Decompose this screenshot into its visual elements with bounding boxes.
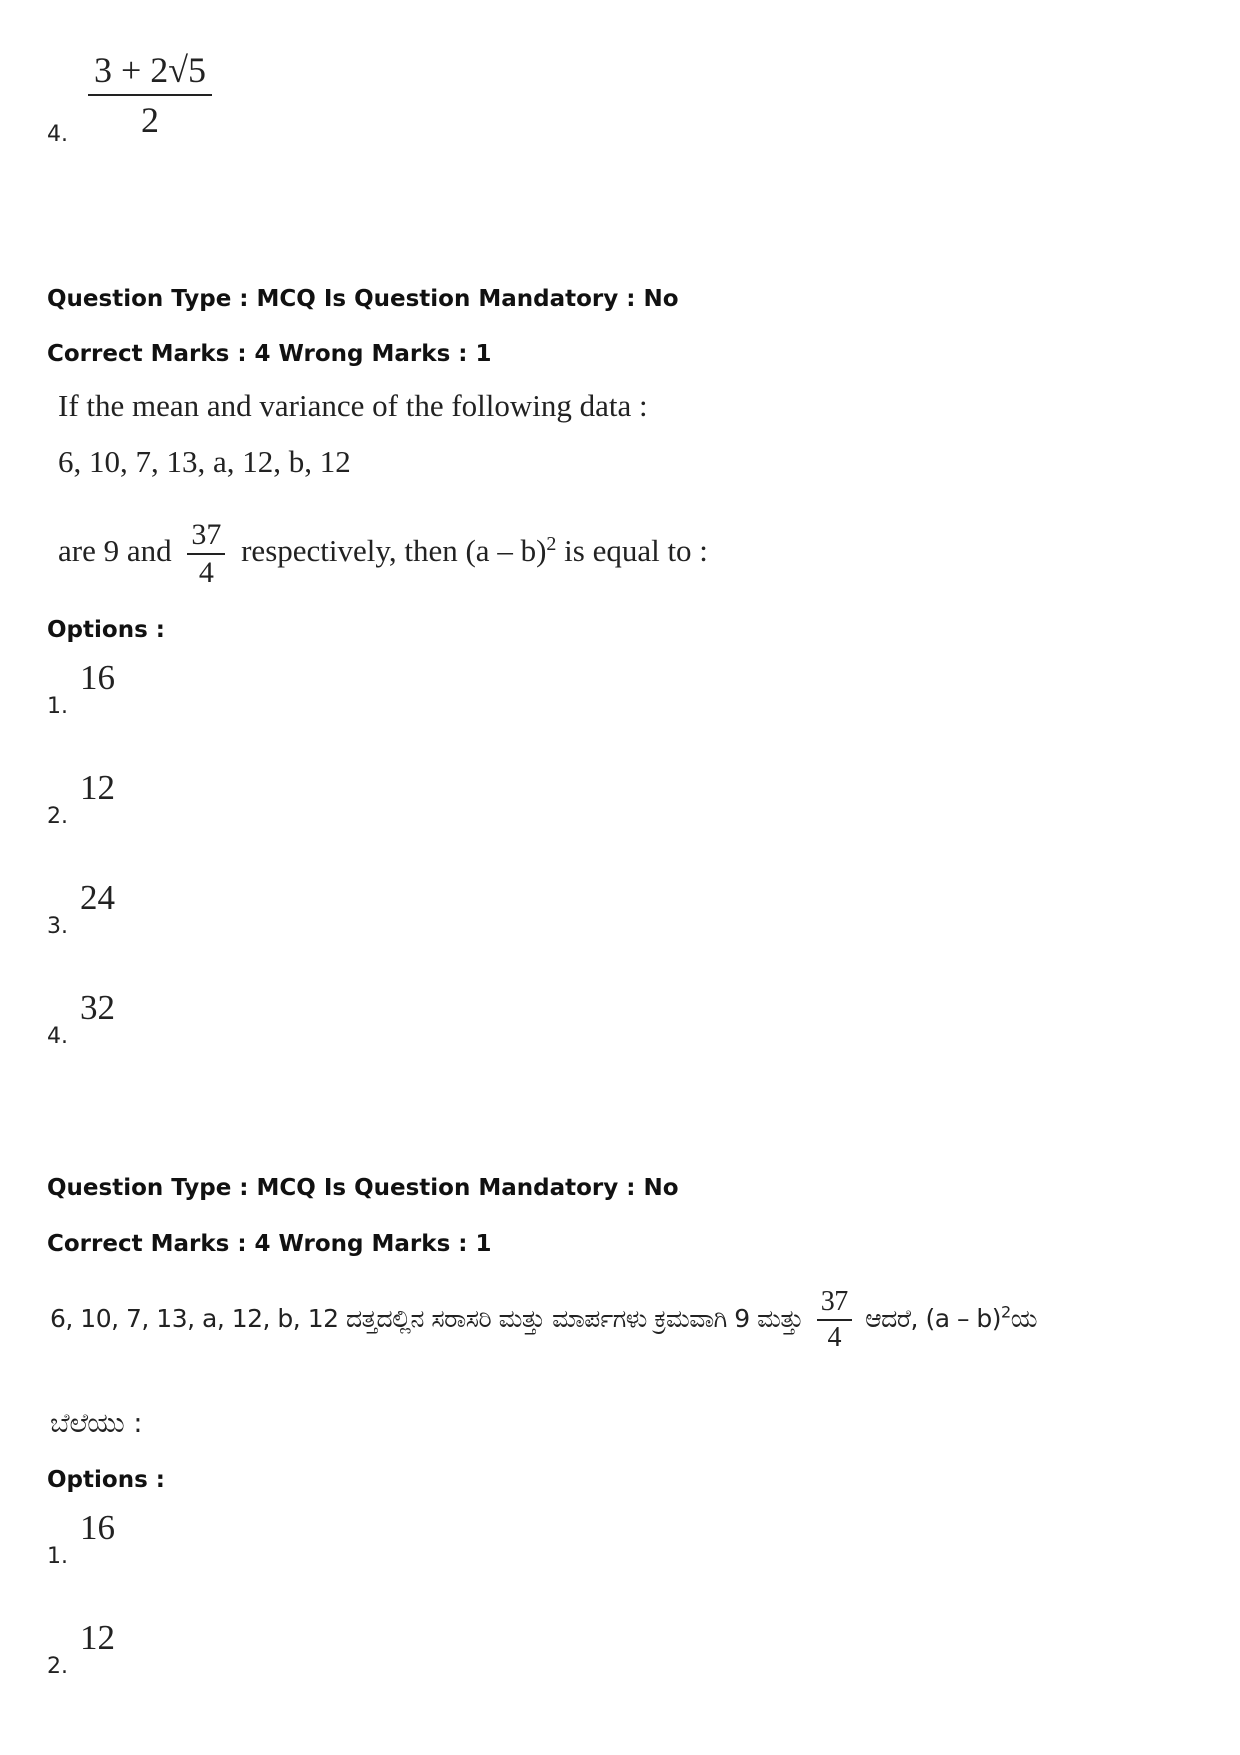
question-type-line: Question Type : MCQ Is Question Mandatory : No [47, 1175, 679, 1201]
prev-option-denominator: 2 [141, 100, 160, 140]
question-stem-line-1: If the mean and variance of the following data : [58, 388, 648, 423]
option-2[interactable] [47, 1618, 115, 1679]
stem-text-mid: respectively, then (a – b) [241, 533, 547, 569]
question-type-line: Question Type : MCQ Is Question Mandatory : No [47, 286, 679, 312]
question-stem-line-3 [58, 520, 708, 588]
options-label: Options : [47, 617, 165, 643]
fraction-numerator: 37 [187, 520, 225, 555]
kannada-stem-superscript: 2 [1001, 1302, 1011, 1322]
option-value: 12 [80, 1618, 115, 1657]
options-label: Options : [47, 1467, 165, 1493]
option-value: 16 [80, 1508, 115, 1547]
kannada-variance-fraction [817, 1288, 852, 1352]
fraction-denominator: 4 [827, 1322, 841, 1353]
kannada-question-stem-line-1 [50, 1288, 1037, 1352]
fraction-denominator: 4 [198, 556, 214, 589]
stem-superscript: 2 [546, 532, 557, 555]
option-1[interactable] [47, 1508, 115, 1569]
prev-option-number: 4. [47, 122, 68, 147]
fraction-numerator: 37 [817, 1288, 852, 1321]
option-value: 12 [80, 768, 115, 807]
stem-text-post: is equal to : [564, 533, 708, 569]
kannada-stem-mid: ಆದರೆ, (a – b) [865, 1304, 1002, 1333]
option-value: 24 [80, 878, 115, 917]
option-number: 1. [47, 694, 68, 719]
option-4[interactable] [47, 988, 115, 1049]
option-value: 32 [80, 988, 115, 1027]
marks-line: Correct Marks : 4 Wrong Marks : 1 [47, 341, 492, 367]
option-number: 2. [47, 804, 68, 829]
option-3[interactable] [47, 878, 115, 939]
prev-option-numerator: 3 + 2√5 [88, 52, 212, 96]
option-2[interactable] [47, 768, 115, 829]
option-number: 1. [47, 1544, 68, 1569]
prev-option-fraction[interactable] [88, 52, 212, 138]
stem-text-pre: are 9 and [58, 533, 172, 569]
option-1[interactable] [47, 658, 115, 719]
marks-line: Correct Marks : 4 Wrong Marks : 1 [47, 1231, 492, 1257]
option-number: 3. [47, 914, 68, 939]
kannada-stem-post: ಯ [1010, 1304, 1037, 1333]
option-value: 16 [80, 658, 115, 697]
option-number: 4. [47, 1024, 68, 1049]
kannada-stem-pre: 6, 10, 7, 13, a, 12, b, 12 ದತ್ತದಲ್ಲಿನ ಸರಾಸರಿ ಮತ್ತು ಮಾರ್ಪಗಳು ಕ್ರಮವಾಗಿ 9 ಮತ್ತು [50, 1304, 804, 1333]
question-stem-line-2: 6, 10, 7, 13, a, 12, b, 12 [58, 444, 351, 479]
option-number: 2. [47, 1654, 68, 1679]
variance-fraction [187, 520, 225, 588]
kannada-question-stem-line-2: ಬೆಲೆಯು : [50, 1408, 143, 1439]
